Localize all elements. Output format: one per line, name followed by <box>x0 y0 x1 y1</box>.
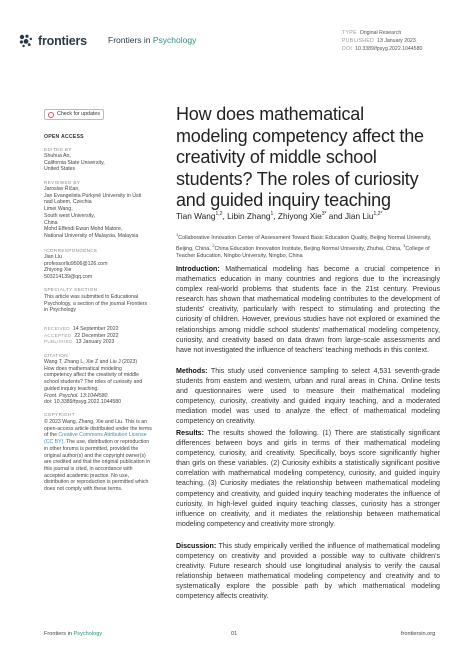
footer-site-link[interactable]: frontiersin.org <box>401 631 436 637</box>
abstract-section-label: Introduction: <box>176 265 220 273</box>
author-affiliation-mark: 3* <box>321 211 327 218</box>
abstract-section-label: Methods: <box>176 367 208 375</box>
update-icon <box>48 112 54 118</box>
published-date <box>44 339 119 346</box>
page-number: 01 <box>231 631 238 637</box>
journal-name[interactable] <box>108 35 196 45</box>
meta-published-key: PUBLISHED <box>342 38 375 44</box>
meta-doi-value[interactable]: 10.3389/fpsyg.2022.1044580 <box>355 46 423 52</box>
affiliation-text: Collaborative Innovation Center of Assessment Toward Basic Education Quality, Beijing Normal University, Beijing, China, <box>176 234 432 252</box>
meta-doi <box>342 45 422 53</box>
copyright-heading: COPYRIGHT <box>44 412 75 417</box>
frontiers-logo-icon <box>18 33 34 49</box>
author-affiliation-mark: 1,2 <box>215 211 223 218</box>
citation-line: guided inquiry teaching. <box>44 385 99 392</box>
reviewed-by-block <box>44 186 156 240</box>
correspondence-heading: *CORRESPONDENCE <box>44 248 98 253</box>
abstract-discussion <box>176 541 440 602</box>
affiliation-mark: 1 <box>176 232 179 237</box>
reviewer-line: South west University, <box>44 212 95 219</box>
footer-journal-name: Psychology <box>73 631 103 637</box>
reviewer-line: Jan Evangelista Purkyně University in Ústí <box>44 192 142 199</box>
abstract-section-label: Discussion: <box>176 542 217 550</box>
reviewer-line: Limei Wang, <box>44 206 73 213</box>
specialty-section-heading: SPECIALTY SECTION <box>44 287 98 292</box>
correspondent-email-link[interactable]: 503214139@qq.com <box>44 274 93 281</box>
author[interactable] <box>227 211 273 221</box>
footer-journal-prefix: Frontiers in <box>44 631 72 637</box>
editor-line: California State University, <box>44 159 105 166</box>
article-meta <box>342 29 422 53</box>
citation-line: Wang T, Zhang L, Xie Z and Liu J (2023) <box>44 359 138 365</box>
abstract-section-text: This study used convenience sampling to select 4,531 seventh-grade students from eastern and western, urban and rural areas in China. Online tests and questionnaires were used to measure their mathematical modeling competency, curiosity, creativity and guided inquiry teaching, and a moderated mediation model was used to analyze the effect of mathematical modeling competency on creativity. <box>176 367 440 426</box>
footer-journal[interactable] <box>44 631 102 637</box>
author[interactable] <box>345 211 383 221</box>
reviewed-by-heading: REVIEWED BY <box>44 180 81 185</box>
author-name: Jian Liu <box>344 211 374 221</box>
affiliations <box>176 231 438 260</box>
author-affiliation-mark: 1 <box>270 211 274 218</box>
abstract-section-text: This study empirically verified the influence of mathematical modeling competency on creativity and provided a possible way to cultivate children's creativity. Future research should use longitudinal analysis to verify the causal relationship between mathematical modeling competency and creativity and to systematically explore the possible path by which mathematical modeling competency affects creativity. <box>176 542 440 601</box>
author-list: Tian Wang$^{1,2}$, Libin Zhang$^1$, Zhiyong Xie$^{3*}$ and Jian Liu$^{1,2*}$ <box>176 211 383 221</box>
open-access-label: OPEN ACCESS <box>44 134 84 140</box>
affiliation-mark: 2 <box>212 243 215 248</box>
editor-line: Shuhua An, <box>44 153 71 159</box>
logo-text: frontiers <box>38 34 87 48</box>
author-name: Tian Wang <box>176 211 216 221</box>
author[interactable] <box>176 211 222 221</box>
copyright-text-end: . The use, distribution or reproduction in other forums is permitted, provided the original author(s) and the copyright owner(s) are credited and that the original publication in this journal is cited, in accordance with accepted academic practice. No use, distribution or reproduction is permitted which does not comply with these terms. <box>44 439 151 493</box>
journal-title: Psychology <box>152 35 197 45</box>
affiliation-text: College of Teacher Education, Ningbo University, Ningbo, China <box>176 245 430 259</box>
reviewer-line: Jaroslav Říčan, <box>44 186 80 192</box>
meta-published <box>342 37 422 45</box>
abstract-section-label: Results: <box>176 429 204 437</box>
journal-prefix: Frontiers in <box>108 35 151 45</box>
meta-type-value: Original Research <box>359 30 402 36</box>
citation-line: How does mathematical modeling <box>44 365 122 372</box>
correspondent-name: Zhiyong Xie <box>44 267 72 274</box>
meta-doi-key: DOI <box>342 46 353 52</box>
reviewer-line: nad Labem, Czechia <box>44 199 92 206</box>
received-value: 14 September 2022 <box>72 326 119 332</box>
abstract-section-text: The results showed the following. (1) There are statistically significant differences between boys and girls in terms of their mathematical modeling competency, curiosity, and creativity. Specifically, boys score significantly higher than girls on these variables. (2) Curiosity exhibits a statistically significant positive correlation with mathematical modeling competency, curiosity, and guided inquiry teaching. (3) Curiosity mediates the relationship between mathematical modeling competency and creativity, and guided inquiry teaching moderates the influence of curiosity. In high-level guided inquiry teaching classes, curiosity has a stronger influence on creativity, and it mediates the relationship between mathematical modeling competency and creativity more strongly. <box>176 429 440 528</box>
editor-line: United States <box>44 166 76 173</box>
abstract-results <box>176 428 440 529</box>
citation-line: competency affect the creativity of middle <box>44 372 140 379</box>
affiliation-mark: 3 <box>403 243 406 248</box>
edited-by-block <box>44 153 156 173</box>
reviewer-line: Mohd Effendi Ewan Mohd Matore, <box>44 226 123 233</box>
correspondence-block <box>44 254 156 281</box>
meta-type-key: TYPE <box>342 30 357 36</box>
cc-by-license-link[interactable]: Creative Commons Attribution License (CC BY) <box>44 432 147 446</box>
check-for-updates-button[interactable] <box>44 109 104 120</box>
citation-line: Front. Psychol. 13:1044580. <box>44 392 109 399</box>
abstract-section-text: Mathematical modeling has become a crucial competence in mathematics education in many countries and regions due to the increasingly complex real-world problems that students face in the 21st century. Previous research has shown that mathematical modeling contributes to the development of students' creativity, particularly with respect to stimulating and protecting the curiosity of children. However, previous studies have not explored or examined the relationships among middle school students' mathematical modeling competency, curiosity, and creativity based on data drawn from large-scale assessments and have not investigated the influence of teachers' teaching methods in this context. <box>176 265 440 354</box>
published-value: 13 January 2023 <box>75 339 115 346</box>
copyright-text <box>44 419 152 493</box>
accepted-key: ACCEPTED <box>44 332 72 338</box>
correspondent-name: Jian Liu <box>44 254 62 260</box>
copyright-text-start: © 2023 Wang, Zhang, Xie and Liu. This is an open-access article distributed under the terms of the <box>44 419 152 439</box>
citation-doi-link[interactable]: doi: 10.3389/fpsyg.2022.1044580 <box>44 399 122 406</box>
meta-type <box>342 29 422 37</box>
accepted-date <box>44 333 119 340</box>
received-date <box>44 326 119 333</box>
published-key: PUBLISHED <box>44 339 73 345</box>
reviewer-line: National University of Malaysia, Malaysia <box>44 232 139 239</box>
article-dates <box>44 326 119 346</box>
affiliation-text: China Education Innovation Institute, Beijing Normal University, Zhuhai, China, <box>214 245 404 252</box>
abstract-introduction <box>176 264 440 355</box>
author-affiliation-mark: 1,2* <box>373 211 383 218</box>
check-for-updates-label: Check for updates <box>57 111 100 117</box>
author[interactable] <box>278 211 327 221</box>
abstract-methods <box>176 366 440 427</box>
frontiers-logo[interactable] <box>18 33 87 49</box>
correspondent-email-link[interactable]: professorliu9506@126.com <box>44 260 108 267</box>
accepted-value: 22 December 2022 <box>74 332 119 339</box>
author-name: Zhiyong Xie <box>277 211 322 221</box>
received-key: RECEIVED <box>44 326 70 331</box>
specialty-section-text: This article was submitted to Educational Psychology, a section of the journal Frontiers in Psychology <box>44 294 148 314</box>
edited-by-heading: EDITED BY <box>44 147 72 152</box>
reviewer-line: China <box>44 219 58 226</box>
citation-line: school students? The roles of curiosity and <box>44 379 143 386</box>
meta-published-value: 13 January 2023 <box>377 38 416 44</box>
article-title: How does mathematical modeling competency affect the creativity of middle school students? The roles of curiosity and guided inquiry teaching <box>176 104 424 210</box>
citation-heading: CITATION <box>44 353 68 358</box>
citation-block <box>44 359 156 406</box>
author-name: Libin Zhang <box>227 211 271 221</box>
